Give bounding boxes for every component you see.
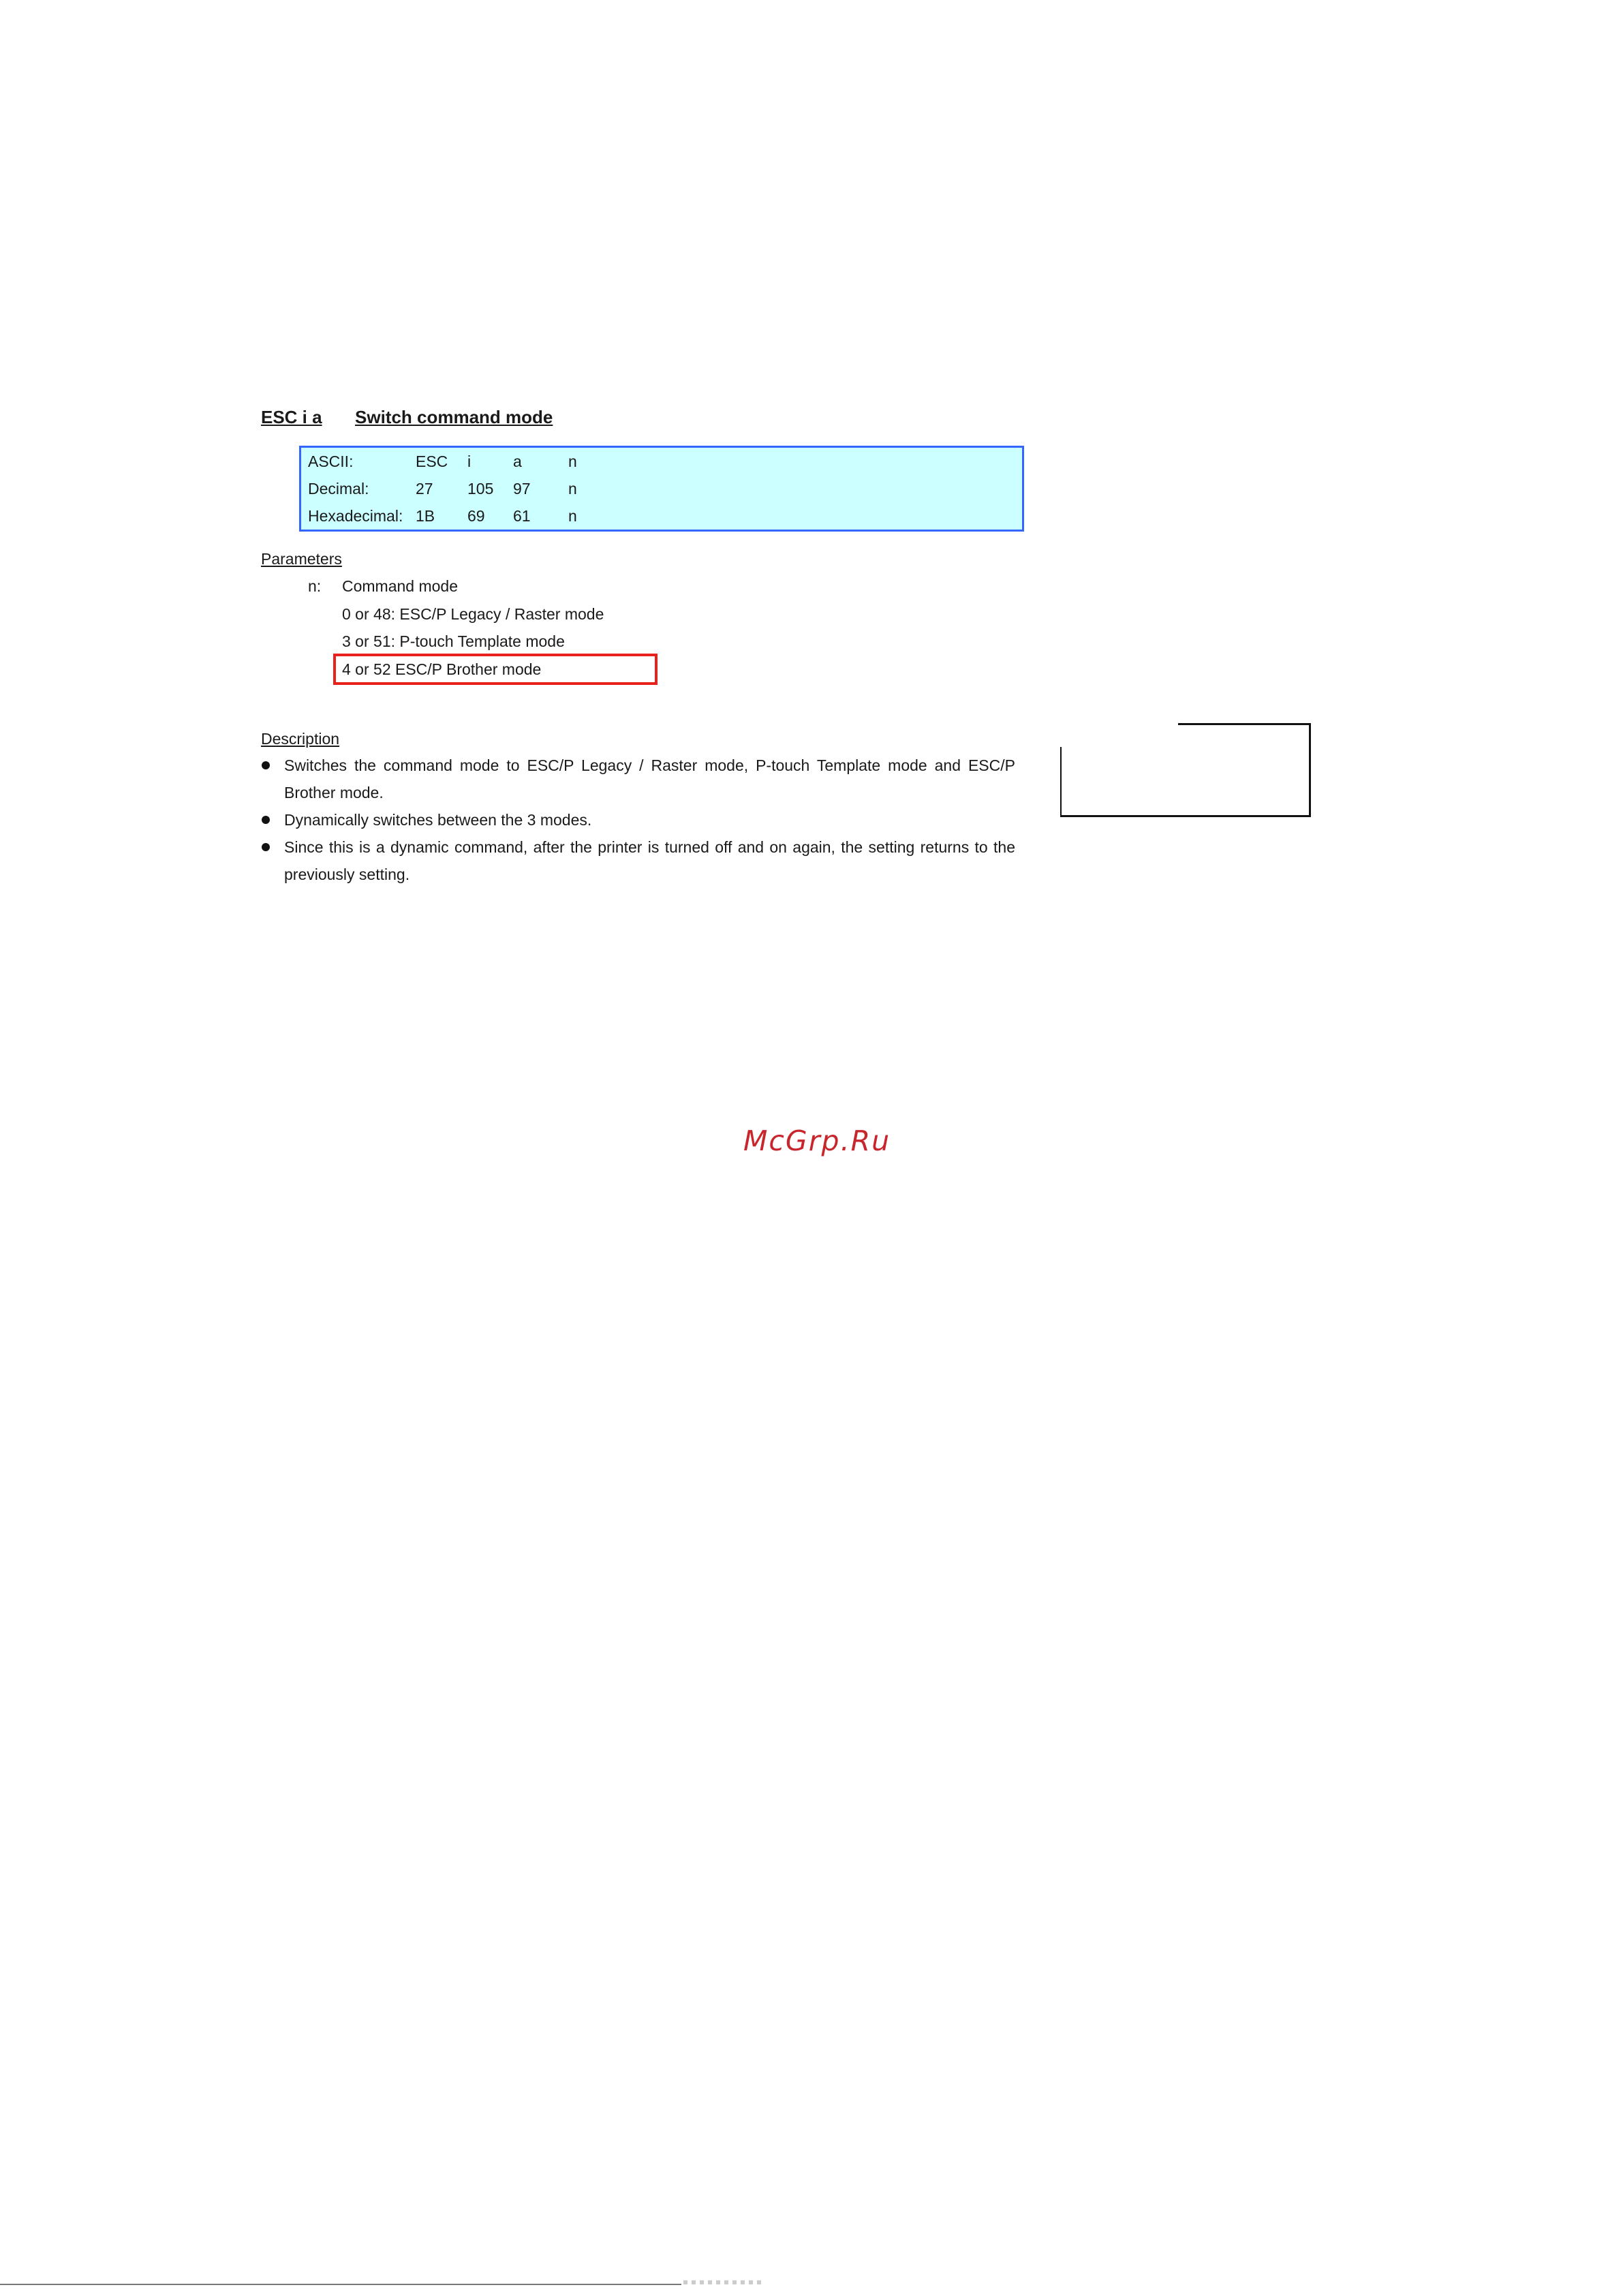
parameter-description: Command mode xyxy=(342,577,459,595)
description-item: Since this is a dynamic command, after the printer is turned off and on again, the setting returns to the previously setting. xyxy=(284,838,1015,883)
code-value: 105 xyxy=(467,480,494,498)
code-value: i xyxy=(467,453,472,470)
command-name: Switch command mode xyxy=(355,407,553,427)
code-value: 97 xyxy=(513,480,531,498)
bullet-icon xyxy=(262,816,270,824)
bullet-icon xyxy=(262,761,270,769)
parameter-name: n: xyxy=(308,577,322,595)
bullet-icon xyxy=(262,843,270,851)
code-table xyxy=(299,446,1024,532)
parameter-option: 3 or 51: P-touch Template mode xyxy=(342,632,565,650)
page-bottom-rule xyxy=(0,2284,681,2285)
description-item: Switches the command mode to ESC/P Legacy / Raster mode, P-touch Template mode and ESC/P Brother mode. xyxy=(284,756,1015,801)
code-value: 61 xyxy=(513,507,531,525)
code-value: 1B xyxy=(416,507,435,525)
description-heading: Description xyxy=(261,730,340,748)
parameters-heading: Parameters xyxy=(261,550,342,568)
code-value: a xyxy=(513,453,522,470)
code-value: ESC xyxy=(416,453,448,470)
code-value: n xyxy=(568,507,577,525)
code-label: ASCII: xyxy=(308,453,354,470)
code-label: Decimal: xyxy=(308,480,369,498)
parameter-option-highlighted: 4 or 52 ESC/P Brother mode xyxy=(342,660,542,678)
side-frame-tab xyxy=(1178,723,1311,747)
side-frame-box xyxy=(1060,747,1311,817)
watermark: McGrp.Ru xyxy=(743,1124,891,1157)
description-item: Dynamically switches between the 3 modes. xyxy=(284,811,592,829)
code-label: Hexadecimal: xyxy=(308,507,403,525)
code-value: n xyxy=(568,453,577,470)
highlight-box xyxy=(333,654,658,685)
code-value: 69 xyxy=(467,507,485,525)
code-value: n xyxy=(568,480,577,498)
code-value: 27 xyxy=(416,480,433,498)
parameter-option: 0 or 48: ESC/P Legacy / Raster mode xyxy=(342,605,604,623)
page-bottom-marks xyxy=(683,2280,765,2284)
command-title: ESC i a xyxy=(261,407,322,427)
